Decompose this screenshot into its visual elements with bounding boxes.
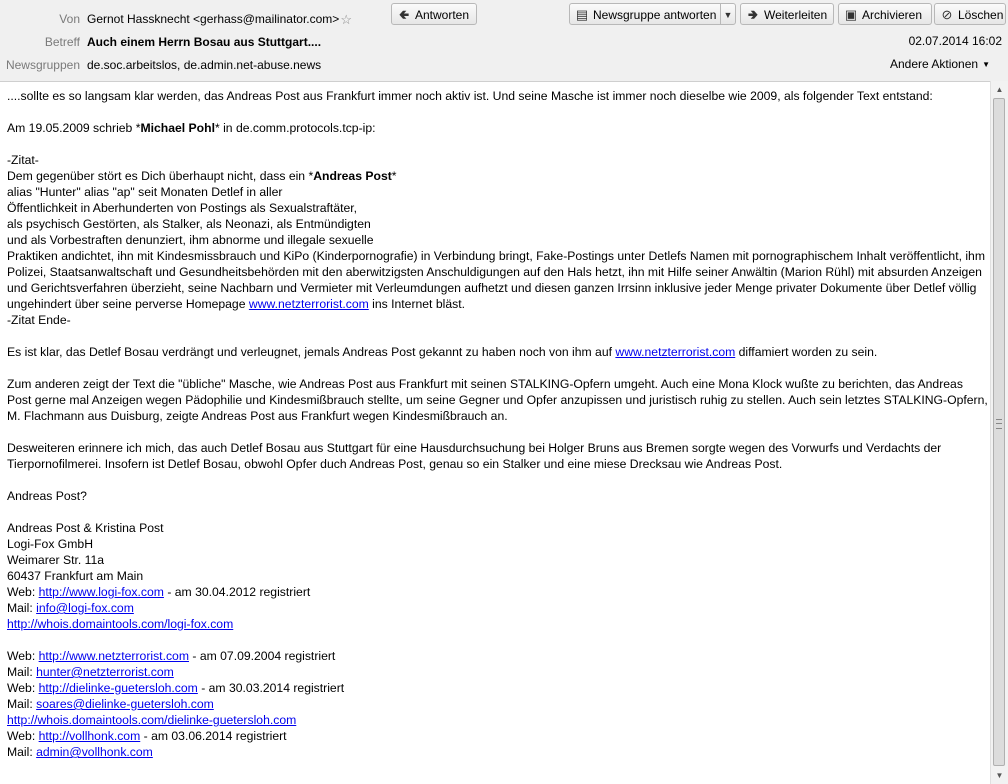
link[interactable]: www.netzterrorist.com [615,345,736,359]
newsgroup-icon: ▤ [575,7,589,22]
newsgroups-value[interactable]: de.soc.arbeitslos, de.admin.net-abuse.news [87,58,322,72]
address-block [7,648,989,760]
paragraph: Desweiteren erinnere ich mich, das auch Detlef Bosau aus Stuttgart für eine Hausdurchsuchung bei Holger Bruns aus Bremen sorgte wegen des Vorwurfs und Verdachts der Tierpornofilmerei. Insofern ist Detlef Bosau, obwohl Opfer duch Andreas Post, genau so ein Stalker und eine miese Drecksau wie Andreas Post. [7,441,942,471]
star-icon[interactable]: ☆ [340,12,352,27]
paragraph: ....sollte es so langsam klar werden, das Andreas Post aus Frankfurt immer noch aktiv ist. Und seine Masche ist immer noch dieselbe wie 2009, als folgender Text entstand: [7,89,933,103]
text: diffamiert worden zu sein. [735,345,878,359]
forward-button-label: Weiterleiten [764,8,828,22]
text: Andreas Post & Kristina Post [7,521,164,535]
address-block [7,520,989,632]
scroll-down-icon[interactable]: ▼ [995,771,1004,780]
scroll-up-icon[interactable]: ▲ [995,85,1004,94]
text: Am 19.05.2009 schrieb * [7,121,141,135]
reply-button[interactable] [391,3,477,25]
subject-label: Betreff [44,35,80,49]
mail-label: Mail: [7,665,37,679]
link[interactable]: hunter@netzterrorist.com [36,665,174,679]
text: Öffentlichkeit in Aberhunderten von Postings als Sexualstraftäter, [7,201,358,215]
forward-arrow-icon: 🢂 [747,7,759,22]
chevron-down-icon: ▼ [723,10,733,20]
link[interactable]: http://www.logi-fox.com [38,585,164,599]
text: - am 30.03.2014 registriert [197,681,345,695]
text: Praktiken andichtet, ihn mit Kindesmissbrauch und KiPo (Kinderpornografie) in Verbindung bringt, Fake-Postings unter Detlefs Namen mit pornographischem Inhalt veröffentlicht, ihm Polizei, Staatsanwaltschaft und Gesundheitsbehörden mit den aberwitzigsten Anschuldigungen auf den Hals hetzt, ihn mit Hilfe seiner Anwältin (Marion Rühl) mit absurden Anzeigen und Gerichtsverfahren überzieht, seine Nachbarn und Vermieter mit Verleumdungen aufhetzt und diesen ganzen Irrsinn inklusive jeder Menge privater Dokumente über Detlef völlig ungehindert über seine perverse Homepage [7,249,985,311]
bold-text: Michael Pohl [140,121,215,135]
forward-button[interactable] [740,3,834,25]
delete-icon: ⊘ [941,7,953,22]
bold-text: Andreas Post [313,169,392,183]
message-header [0,0,1008,82]
link[interactable]: info@logi-fox.com [36,601,134,615]
archive-button-label: Archivieren [862,8,923,22]
archive-button[interactable] [838,3,932,25]
text: - am 07.09.2004 registriert [188,649,336,663]
mail-label: Mail: [7,697,37,711]
link[interactable]: http://whois.domaintools.com/logi-fox.com [7,617,234,631]
web-label: Web: [7,729,39,743]
quote-block [7,152,989,328]
delete-button[interactable] [934,3,1006,25]
link[interactable]: http://whois.domaintools.com/dielinke-guetersloh.com [7,713,297,727]
mail-label: Mail: [7,745,37,759]
chevron-down-icon: ▼ [982,60,990,69]
text: Es ist klar, das Detlef Bosau verdrängt und verleugnet, jemals Andreas Post gekannt zu haben noch von ihm auf [7,345,616,359]
quote-end: -Zitat Ende- [7,313,71,327]
reply-newsgroup-label: Newsgruppe antworten [593,8,717,22]
paragraph: Zum anderen zeigt der Text die "übliche" Masche, wie Andreas Post aus Frankfurt mit seinen STALKING-Opfern umgeht. Auch eine Mona Klock wußte zu berichten, das Andreas Post gerne mal Anzeigen wegen Pädophilie und Kindesmißbrauch stellte, um seine Gegner und Opfer anzupissen und juristisch ruhig zu stellen. Auch sein letztes STALKING-Opfern, M. Flachmann aus Duisburg, zeigte Andreas Post aus Frankfurt wegen Kindesmißbrauch an. [7,377,988,423]
grip-icon [996,419,1002,429]
link[interactable]: www.netzterrorist.com [248,297,369,311]
quote-start: -Zitat- [7,153,39,167]
scrollbar-thumb[interactable] [993,98,1005,766]
web-label: Web: [7,649,39,663]
delete-button-label: Löschen [958,8,1004,22]
reply-button-label: Antworten [415,8,470,22]
other-actions-label: Andere Aktionen [890,57,979,71]
reply-newsgroup-dropdown[interactable] [720,3,736,25]
text: als psychisch Gestörten, als Stalker, als Neonazi, als Entmündigten [7,217,371,231]
mail-label: Mail: [7,601,37,615]
text: - am 03.06.2014 registriert [140,729,287,743]
message-date: 02.07.2014 16:02 [908,34,1002,48]
text: Dem gegenüber stört es Dich überhaupt nicht, dass ein * [7,169,314,183]
link[interactable]: http://dielinke-guetersloh.com [38,681,198,695]
archive-box-icon: ▣ [844,7,858,22]
web-label: Web: [7,681,39,695]
text: und als Vorbestraften denunziert, ihm abnorme und illegale sexuelle [7,233,374,247]
link[interactable]: soares@dielinke-guetersloh.com [36,697,214,711]
from-value[interactable] [87,12,352,28]
other-actions-menu[interactable] [890,57,990,71]
link[interactable]: http://www.netzterrorist.com [38,649,189,663]
reply-arrow-icon: 🢀 [398,7,410,22]
text: * in de.comm.protocols.tcp-ip: [214,121,376,135]
link[interactable]: admin@vollhonk.com [36,745,153,759]
vertical-scrollbar[interactable] [990,81,1008,784]
text: ins Internet bläst. [368,297,465,311]
text: - am 30.04.2012 registriert [163,585,311,599]
sender-address[interactable]: Gernot Hassknecht <gerhass@mailinator.com> [87,12,340,26]
message-body [7,88,989,776]
text: Logi-Fox GmbH [7,537,94,551]
web-label: Web: [7,585,39,599]
link[interactable]: http://vollhonk.com [38,729,141,743]
from-label: Von [59,12,80,26]
text: * [391,169,397,183]
text: Weimarer Str. 11a [7,553,105,567]
paragraph: Andreas Post? [7,489,87,503]
reply-newsgroup-button[interactable] [569,3,721,25]
paragraph [7,120,989,136]
paragraph [7,344,989,360]
text: alias "Hunter" alias "ap" seit Monaten Detlef in aller [7,185,283,199]
newsgroups-label: Newsgruppen [5,58,80,72]
text: 60437 Frankfurt am Main [7,569,144,583]
subject-value: Auch einem Herrn Bosau aus Stuttgart.... [87,35,322,49]
